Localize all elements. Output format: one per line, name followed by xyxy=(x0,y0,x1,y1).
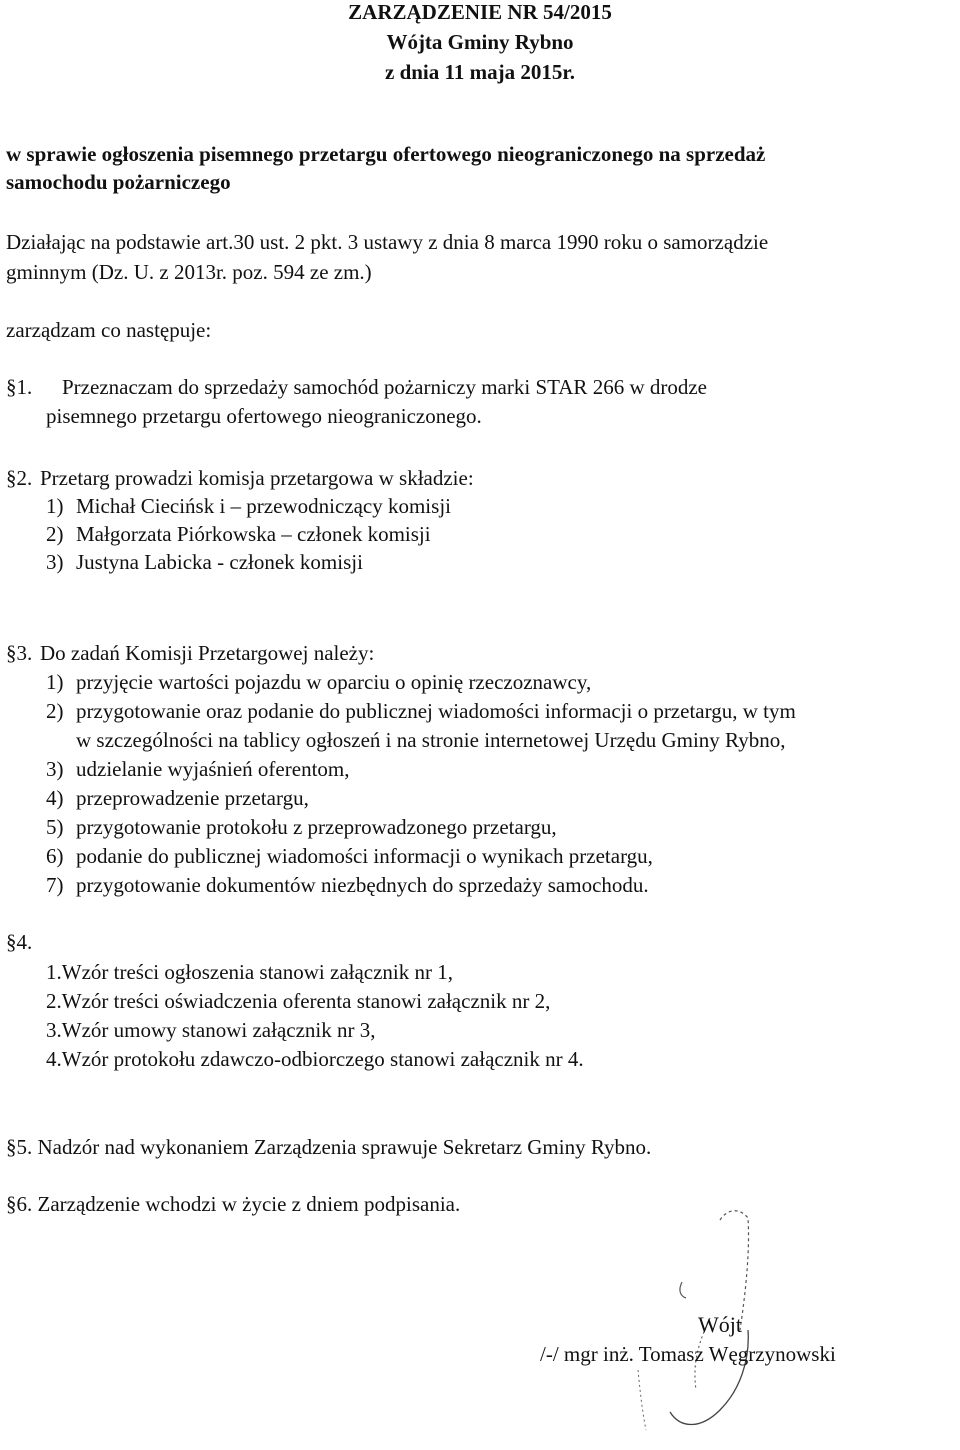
s2-item-num: 3) xyxy=(46,550,64,574)
s6-line: §6. Zarządzenie wchodzi w życie z dniem podpisania. xyxy=(6,1192,461,1216)
s1-label: §1. xyxy=(6,375,33,399)
s4-item-3: 3.Wzór umowy stanowi załącznik nr 3, xyxy=(46,1018,376,1042)
s3-item-num: 5) xyxy=(46,815,64,839)
s4-item-2: 2.Wzór treści oświadczenia oferenta stanowi załącznik nr 2, xyxy=(46,989,551,1013)
s3-item-2-cont: w szczególności na tablicy ogłoszeń i na stronie internetowej Urzędu Gminy Rybno, xyxy=(76,728,786,752)
s5-line: §5. Nadzór nad wykonaniem Zarządzenia sprawuje Sekretarz Gminy Rybno. xyxy=(6,1135,652,1159)
s4-item-4: 4.Wzór protokołu zdawczo-odbiorczego stanowi załącznik nr 4. xyxy=(46,1047,584,1071)
subject-text-1: w sprawie ogłoszenia pisemnego przetargu ofertowego nieograniczonego na sprzedaż xyxy=(6,142,766,166)
s3-item-7 xyxy=(46,873,649,898)
title-line-3: z dnia 11 maja 2015r. xyxy=(385,60,575,84)
basis-line-2: gminnym (Dz. U. z 2013r. poz. 594 ze zm.) xyxy=(6,260,372,284)
s2-item-text: Małgorzata Piórkowska – członek komisji xyxy=(76,522,431,546)
s3-item-text: przygotowanie oraz podanie do publicznej wiadomości informacji o przetargu, w tym xyxy=(76,699,796,723)
s3-item-num: 7) xyxy=(46,873,64,897)
s2-item-num: 1) xyxy=(46,494,64,518)
s2-item-3 xyxy=(46,550,363,575)
s3-intro: Do zadań Komisji Przetargowej należy: xyxy=(40,641,375,665)
s3-item-text: przeprowadzenie przetargu, xyxy=(76,786,309,810)
s2-item-text: Michał Ciecińsk i – przewodniczący komisji xyxy=(76,494,451,518)
s3-item-text: podanie do publicznej wiadomości informacji o wynikach przetargu, xyxy=(76,844,653,868)
s3-item-text: przygotowanie protokołu z przeprowadzonego przetargu, xyxy=(76,815,557,839)
s3-item-3 xyxy=(46,757,349,782)
s3-item-num: 4) xyxy=(46,786,64,810)
s3-item-text: przyjęcie wartości pojazdu w oparciu o opinię rzeczoznawcy, xyxy=(76,670,592,694)
s3-item-text: udzielanie wyjaśnień oferentom, xyxy=(76,757,350,781)
signature-name: /-/ mgr inż. Tomasz Węgrzynowski xyxy=(540,1342,836,1366)
s3-item-num: 3) xyxy=(46,757,64,781)
s3-item-6 xyxy=(46,844,653,869)
s2-label: §2. xyxy=(6,466,33,490)
s3-item-text: przygotowanie dokumentów niezbędnych do sprzedaży samochodu. xyxy=(76,873,649,897)
s3-item-5 xyxy=(46,815,557,840)
s3-label: §3. xyxy=(6,641,33,665)
s3-item-2 xyxy=(46,699,796,724)
s3-item-num: 2) xyxy=(46,699,64,723)
s1-line-2: pisemnego przetargu ofertowego nieograniczonego. xyxy=(46,404,482,428)
s2-item-2 xyxy=(46,522,431,547)
decree-line: zarządzam co następuje: xyxy=(6,318,212,342)
s2-intro: Przetarg prowadzi komisja przetargowa w składzie: xyxy=(40,466,474,490)
title-line-1: ZARZĄDZENIE NR 54/2015 xyxy=(348,0,612,24)
s4-label: §4. xyxy=(6,930,33,954)
s3-item-4 xyxy=(46,786,309,811)
title-line-2: Wójta Gminy Rybno xyxy=(386,30,574,54)
s3-item-1 xyxy=(46,670,591,695)
subject-line-2: samochodu pożarniczego xyxy=(6,170,231,194)
s4-item-1: 1.Wzór treści ogłoszenia stanowi załącznik nr 1, xyxy=(46,960,454,984)
signature-title: Wójt xyxy=(698,1312,742,1337)
s2-item-1 xyxy=(46,494,451,519)
subject-line-1 xyxy=(6,142,956,167)
s1-line-1: Przeznaczam do sprzedaży samochód pożarniczy marki STAR 266 w drodze xyxy=(62,375,707,399)
s2-item-text: Justyna Labicka - członek komisji xyxy=(76,550,363,574)
s3-item-num: 6) xyxy=(46,844,64,868)
basis-line-1: Działając na podstawie art.30 ust. 2 pkt. 3 ustawy z dnia 8 marca 1990 roku o samorządzie xyxy=(6,230,769,254)
s3-item-num: 1) xyxy=(46,670,64,694)
s2-item-num: 2) xyxy=(46,522,64,546)
